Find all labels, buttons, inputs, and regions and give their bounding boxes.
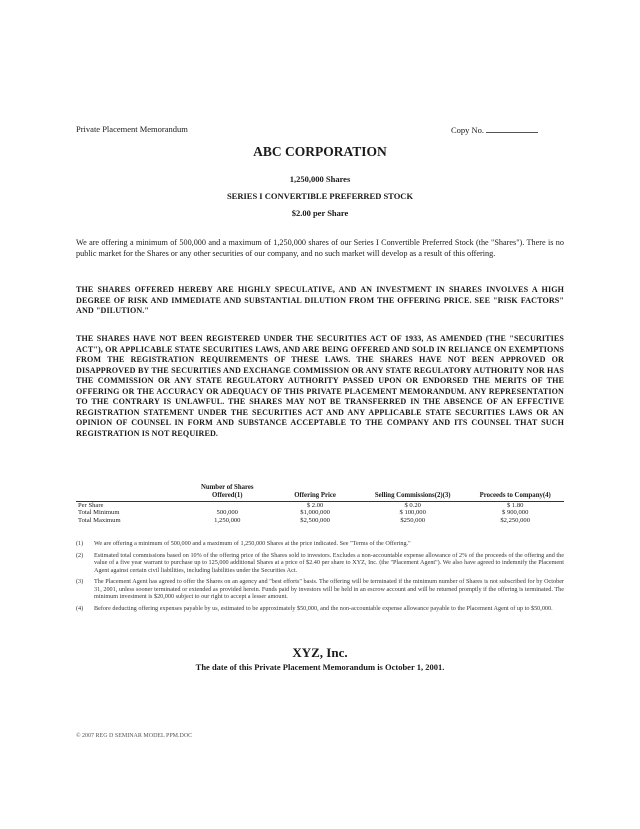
footnote-text: We are offering a minimum of 500,000 and a maximum of 1,250,000 Shares at the price indicated. See "Terms of the Offering." — [94, 540, 411, 547]
footnote-number: (1) — [76, 540, 84, 547]
footnote — [76, 605, 564, 613]
copy-number-label: Copy No. — [451, 125, 485, 135]
table-cell: $ 1.80 — [506, 502, 524, 509]
table-cell: $ 0.20 — [404, 502, 421, 509]
table-header: Selling Commissions(2)(3) — [359, 484, 466, 502]
header-left: Private Placement Memorandum — [76, 124, 188, 134]
table-row — [76, 502, 564, 510]
footnote-text: Estimated total commissions based on 10% of the offering price of the Shares sold to investors. Excludes a non-accountable expense allowance of 2% of the proceeds of the offering and the value of a five year warrant to purchase up to 125,000 additional Shares at a price of $2.40 per share to XYZ, Inc. (the "Placement Agent"). We also have agreed to indemnify the Placement Agent against certain civil liabilities, including liabilities under the Securities Act. — [94, 551, 564, 574]
table-header: Proceeds to Company(4) — [466, 484, 564, 502]
placement-agent-name: XYZ, Inc. — [292, 645, 348, 660]
footnote-number: (4) — [76, 604, 84, 612]
table-cell: 1,250,000 — [214, 516, 241, 524]
table-header-row — [76, 484, 564, 502]
page-footer: © 2007 REG D SEMINAR MODEL PPM.DOC — [76, 733, 193, 739]
intro-paragraph: We are offering a minimum of 500,000 and a maximum of 1,250,000 shares of our Series I Convertible Preferred Stock (the "Shares"). There is no public market for the Shares or any other securities of our company, and no such market will develop as a result of this offering. — [76, 238, 564, 258]
footnote — [76, 552, 564, 575]
table-cell: $ 100,000 — [399, 509, 426, 517]
table-header: Number of Shares Offered(1) — [183, 484, 271, 502]
table-row — [76, 509, 564, 516]
footnote-text: The Placement Agent has agreed to offer the Shares on an agency and "best efforts" basis. The offering will be terminated if the minimum number of Shares is not subscribed for by October 31, 2001, unless sooner terminated or extended as provided herein. Funds paid by investors will be held in an escrow account and will be returned promptly if the offering is terminated. The minimum investment is $20,000 subject to our right to accept a lesser amount. — [94, 578, 564, 600]
footnote — [76, 540, 564, 548]
company-title: ABC CORPORATION — [253, 144, 387, 159]
footnote — [76, 578, 564, 601]
table-cell: $ 900,000 — [502, 509, 529, 517]
table-cell — [183, 502, 271, 510]
risk-paragraph: THE SHARES OFFERED HEREBY ARE HIGHLY SPECULATIVE, AND AN INVESTMENT IN SHARES INVOLVES A HIGH DEGREE OF RISK AND IMMEDIATE AND SUBSTANTIAL DILUTION FROM THE OFFERING PRICE. SEE "RISK FACTORS" AND "DILUTION." — [76, 285, 564, 315]
table-cell: 500,000 — [216, 509, 238, 517]
table-header: Offering Price — [271, 484, 359, 502]
registration-paragraph: THE SHARES HAVE NOT BEEN REGISTERED UNDER THE SECURITIES ACT OF 1933, AS AMENDED (THE "SECURITIES ACT"), OR APPLICABLE STATE SECURITIES LAWS, AND ARE BEING OFFERED AND SOLD IN RELIANCE ON EXEMPTIONS FROM THE REGISTRATION REQUIREMENTS OF THESE LAWS. THE SHARES HAVE NOT BEEN APPROVED OR DISAPPROVED BY THE SECURITIES AND EXCHANGE COMMISSION OR ANY STATE REGULATORY AUTHORITY NOR HAS THE COMMISSION OR ANY STATE REGULATORY AUTHORITY PASSED UPON OR ENDORSED THE MERITS OF THE OFFERING OR THE ACCURACY OR ADEQUACY OF THIS PRIVATE PLACEMENT MEMORANDUM. ANY REPRESENTATION TO THE CONTRARY IS UNLAWFUL. THE SHARES MAY NOT BE TRANSFERRED IN THE ABSENCE OF AN EFFECTIVE REGISTRATION STATEMENT UNDER THE SECURITIES ACT AND ANY APPLICABLE STATE SECURITIES LAWS OR AN OPINION OF COUNSEL IN FORM AND SUBSTANCE ACCEPTABLE TO THE COMPANY AND ITS COUNSEL THAT SUCH REGISTRATION IS NOT REQUIRED. — [76, 334, 564, 438]
footnote-number: (3) — [76, 578, 84, 585]
header-right — [451, 124, 538, 135]
offering-table — [76, 484, 564, 524]
table-cell: $2,250,000 — [500, 516, 531, 524]
table-header — [76, 484, 183, 502]
table-cell: $ 2.00 — [306, 502, 324, 509]
table-cell: Total Maximum — [78, 516, 121, 524]
footnote-text: Before deducting offering expenses payable by us, estimated to be approximately $50,000, and the non-accountable expense allowance payable to the Placement Agent of up to $50,000. — [94, 604, 553, 612]
footnote-number: (2) — [76, 551, 84, 559]
offering-price: $2.00 per Share — [291, 208, 349, 218]
offering-series: SERIES I CONVERTIBLE PREFERRED STOCK — [226, 191, 414, 201]
table-cell: $2,500,000 — [300, 516, 330, 524]
offering-shares: 1,250,000 Shares — [289, 174, 351, 184]
copy-number-blank — [486, 124, 538, 133]
table-cell: $1,000,000 — [300, 509, 330, 517]
table-cell: Per Share — [78, 502, 104, 509]
memorandum-date: The date of this Private Placement Memorandum is October 1, 2001. — [195, 662, 445, 672]
table-row — [76, 517, 564, 524]
table-cell: Total Minimum — [78, 509, 120, 517]
footnotes — [76, 540, 564, 616]
table-cell: $250,000 — [400, 516, 426, 524]
